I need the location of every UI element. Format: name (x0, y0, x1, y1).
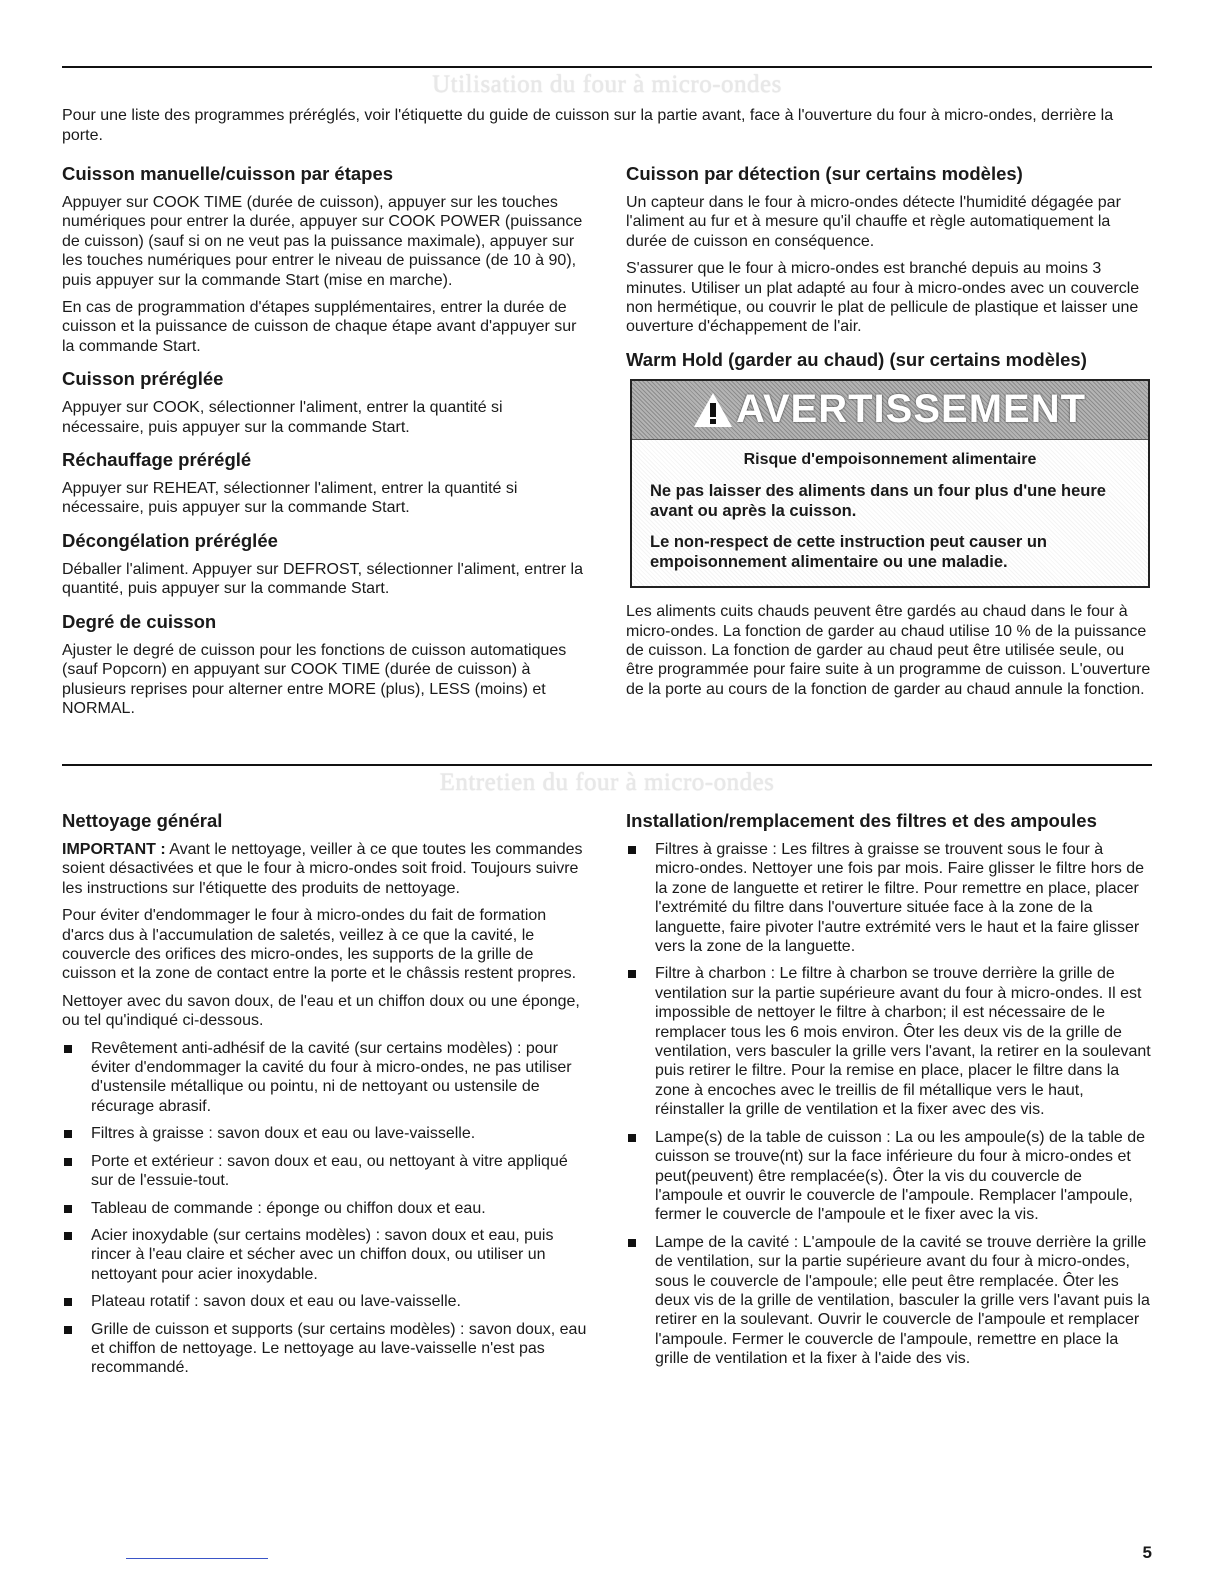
heading-manual-cooking: Cuisson manuelle/cuisson par étapes (62, 163, 394, 184)
paragraph: Un capteur dans le four à micro-ondes détecte l'humidité dégagée par l'aliment au fur et à mesure qu'il chauffe et règle automatiquement la durée de cuisson en conséquence. (626, 194, 1121, 250)
filters-list (626, 840, 1152, 1369)
heading-warm-hold: Warm Hold (garder au chaud) (sur certains modèles) (626, 348, 1087, 370)
list-item: Lampe de la cavité : L'ampoule de la cavité se trouve derrière la grille de ventilation, sur la partie supérieure avant du four à micro-ondes, sous le couvercle de l'ampoule; elle peut être remplacée. Ôter les deux vis de la grille de ventilation, basculer la grille vers l'avant puis la retirer en la soulevant. Ouvrir le couvercle de l'ampoule et remplacer l'ampoule. Fermer le couvercle de l'ampoule, remettre en place la grille de ventilation et la fixer à l'aide des vis. (626, 1233, 1152, 1369)
list-item: Porte et extérieur : savon doux et eau, ou nettoyant à vitre appliqué sur de l'essuie-tout. (62, 1152, 587, 1191)
warning-risk: Risque d'empoisonnement alimentaire (743, 450, 1037, 468)
list-item: Revêtement anti-adhésif de la cavité (sur certains modèles) : pour éviter d'endommager la cavité du four à micro-ondes, ne pas utiliser d'ustensile métallique ou pointu, ni de nettoyant ou ustensile de récurage abrasif. (62, 1039, 587, 1117)
warning-box (630, 379, 1150, 588)
warning-text: Ne pas laisser des aliments dans un four plus d'une heure avant ou après la cuisson. (650, 482, 1106, 521)
section-rule (62, 66, 1152, 68)
paragraph: Pour éviter d'endommager le four à micro-ondes du fait de formation d'arcs dus à l'accumulation de saletés, veillez à ce que la cavité, le couvercle des orifices des micro-ondes, les supports de la grille de cuisson et la zone de contact entre la porte et le châssis restent propres. (62, 907, 577, 983)
paragraph: Ajuster le degré de cuisson pour les fonctions de cuisson automatiques (sauf Popcorn) en appuyant sur COOK TIME (durée de cuisson) à plusieurs reprises pour alterner entre MORE (plus), LESS (moins) et NORMAL. (62, 641, 567, 717)
section-care (62, 764, 1152, 1386)
right-column (626, 163, 1152, 726)
paragraph: Les aliments cuits chauds peuvent être gardés au chaud dans le four à micro-ondes. La fonction de garder au chaud utilise 10 % de la puissance de cuisson. La fonction de garder au chaud peut être utilisée seule, ou être programmée pour faire suite à un programme de cuisson. L'ouverture de la porte au cours de la fonction de garder au chaud annule la fonction. (626, 603, 1151, 698)
heading-preset-reheat: Réchauffage préréglé (62, 449, 252, 471)
paragraph: Déballer l'aliment. Appuyer sur DEFROST, sélectionner l'aliment, entrer la quantité, puis appuyer sur la commande Start. (62, 560, 583, 598)
paragraph: S'assurer que le four à micro-ondes est branché depuis au moins 3 minutes. Utiliser un plat adapté au four à micro-ondes avec un couvercle non hermétique, ou couvrir le plat de pellicule de plastique et laisser une ouverture d'échappement de l'air. (626, 260, 1140, 336)
heading-sensor-cooking: Cuisson par détection (sur certains modèles) (626, 163, 1023, 184)
heading-preset-defrost: Décongélation préréglée (62, 529, 278, 551)
cleaning-list (62, 1039, 587, 1378)
footer-rule (126, 1558, 268, 1559)
list-item: Filtre à charbon : Le filtre à charbon se trouve derrière la grille de ventilation sur la partie supérieure avant du four à micro-ondes. Il est impossible de nettoyer le filtre à charbon; il est nécessaire de le remplacer tous les 6 mois environ. Ôter les deux vis de la grille de ventilation, vers basculer la grille vers l'avant, la retirer en la soulevant puis retirer le filtre. Pour la remise en place, placer le filtre dans la zone à encoches avec le treillis de fil métallique vers le haut, réinstaller la grille de ventilation et la fixer avec des vis. (626, 964, 1152, 1119)
important-text: Avant le nettoyage, veiller à ce que toutes les commandes soient désactivées et que le four à micro-ondes soit froid. Toujours suivre les instructions sur l'étiquette des produits de nettoyage. (62, 841, 583, 897)
list-item: Tableau de commande : éponge ou chiffon doux et eau. (62, 1199, 587, 1218)
list-item: Acier inoxydable (sur certains modèles) : savon doux et eau, puis rincer à l'eau claire et sécher avec un chiffon doux, ou utiliser un nettoyant pour acier inoxydable. (62, 1226, 587, 1284)
page-number: 5 (1142, 1543, 1152, 1562)
list-item: Grille de cuisson et supports (sur certains modèles) : savon doux, eau et chiffon de nettoyage. Le nettoyage au lave-vaisselle n'est pas recommandé. (62, 1320, 587, 1378)
section-rule (62, 764, 1152, 766)
heading-preset-cooking: Cuisson préréglée (62, 368, 224, 390)
list-item: Plateau rotatif : savon doux et eau ou lave-vaisselle. (62, 1292, 587, 1311)
heading-doneness: Degré de cuisson (62, 610, 217, 632)
list-item: Filtres à graisse : Les filtres à graisse se trouvent sous le four à micro-ondes. Nettoyer une fois par mois. Faire glisser le filtre hors de la zone de languette et retirer le filtre. Pour remettre en place, placer l'extrémité du filtre dans l'ouverture située face à la zone de la languette, faire pivoter l'autre extrémité vers le haut et la faire glisser vers la zone de la languette. (626, 840, 1152, 956)
warning-triangle-icon (694, 393, 732, 427)
paragraph: En cas de programmation d'étapes supplémentaires, entrer la durée de cuisson et la puissance de cuisson de chaque étape avant d'appuyer sur la commande Start. (62, 299, 577, 355)
list-item: Lampe(s) de la table de cuisson : La ou les ampoule(s) de la table de cuisson se trouve(nt) sur la face inférieure du four à micro-ondes et peut(peuvent) être remplacée(s). Ôter la vis du couvercle de l'ampoule et ouvrir le couvercle de l'ampoule. Remplacer l'ampoule, fermer le couvercle de l'ampoule et le fixer avec la vis. (626, 1128, 1152, 1225)
paragraph: Appuyer sur REHEAT, sélectionner l'aliment, entrer la quantité si nécessaire, puis appuyer sur la commande Start. (62, 480, 518, 517)
intro-text: Pour une liste des programmes préréglés, voir l'étiquette du guide de cuisson sur la partie avant, face à l'ouverture du four à micro-ondes, derrière la porte. (62, 107, 1114, 144)
left-column (62, 163, 587, 726)
left-column (62, 810, 587, 1386)
section-title: Entretien du four à micro-ondes (439, 769, 775, 796)
paragraph: Nettoyer avec du savon doux, de l'eau et un chiffon doux ou une éponge, ou tel qu'indiqué ci-dessous. (62, 992, 580, 1030)
list-item: Filtres à graisse : savon doux et eau ou lave-vaisselle. (62, 1124, 587, 1143)
section-usage (62, 66, 1152, 726)
right-column (626, 810, 1152, 1386)
warning-banner (632, 381, 1148, 440)
section-title: Utilisation du four à micro-ondes (432, 71, 782, 98)
heading-general-cleaning: Nettoyage général (62, 810, 223, 831)
paragraph: Appuyer sur COOK, sélectionner l'aliment, entrer la quantité si nécessaire, puis appuyer sur la commande Start. (62, 399, 503, 436)
page (62, 0, 1152, 1584)
warning-word: AVERTISSEMENT (735, 387, 1087, 432)
paragraph (62, 840, 587, 898)
warning-text: Le non-respect de cette instruction peut causer un empoisonnement alimentaire ou une maladie. (650, 533, 1047, 572)
paragraph: Appuyer sur COOK TIME (durée de cuisson), appuyer sur les touches numériques pour entrer la durée, appuyer sur COOK POWER (puissance de cuisson) (sauf si on ne veut pas la puissance maximale), appuyer sur les touches numériques pour entrer le niveau de puissance (de 10 à 90), puis appuyer sur la commande Start (mise en marche). (62, 194, 583, 289)
heading-filters-bulbs: Installation/remplacement des filtres et des ampoules (626, 810, 1097, 831)
important-label: IMPORTANT : (62, 841, 166, 858)
